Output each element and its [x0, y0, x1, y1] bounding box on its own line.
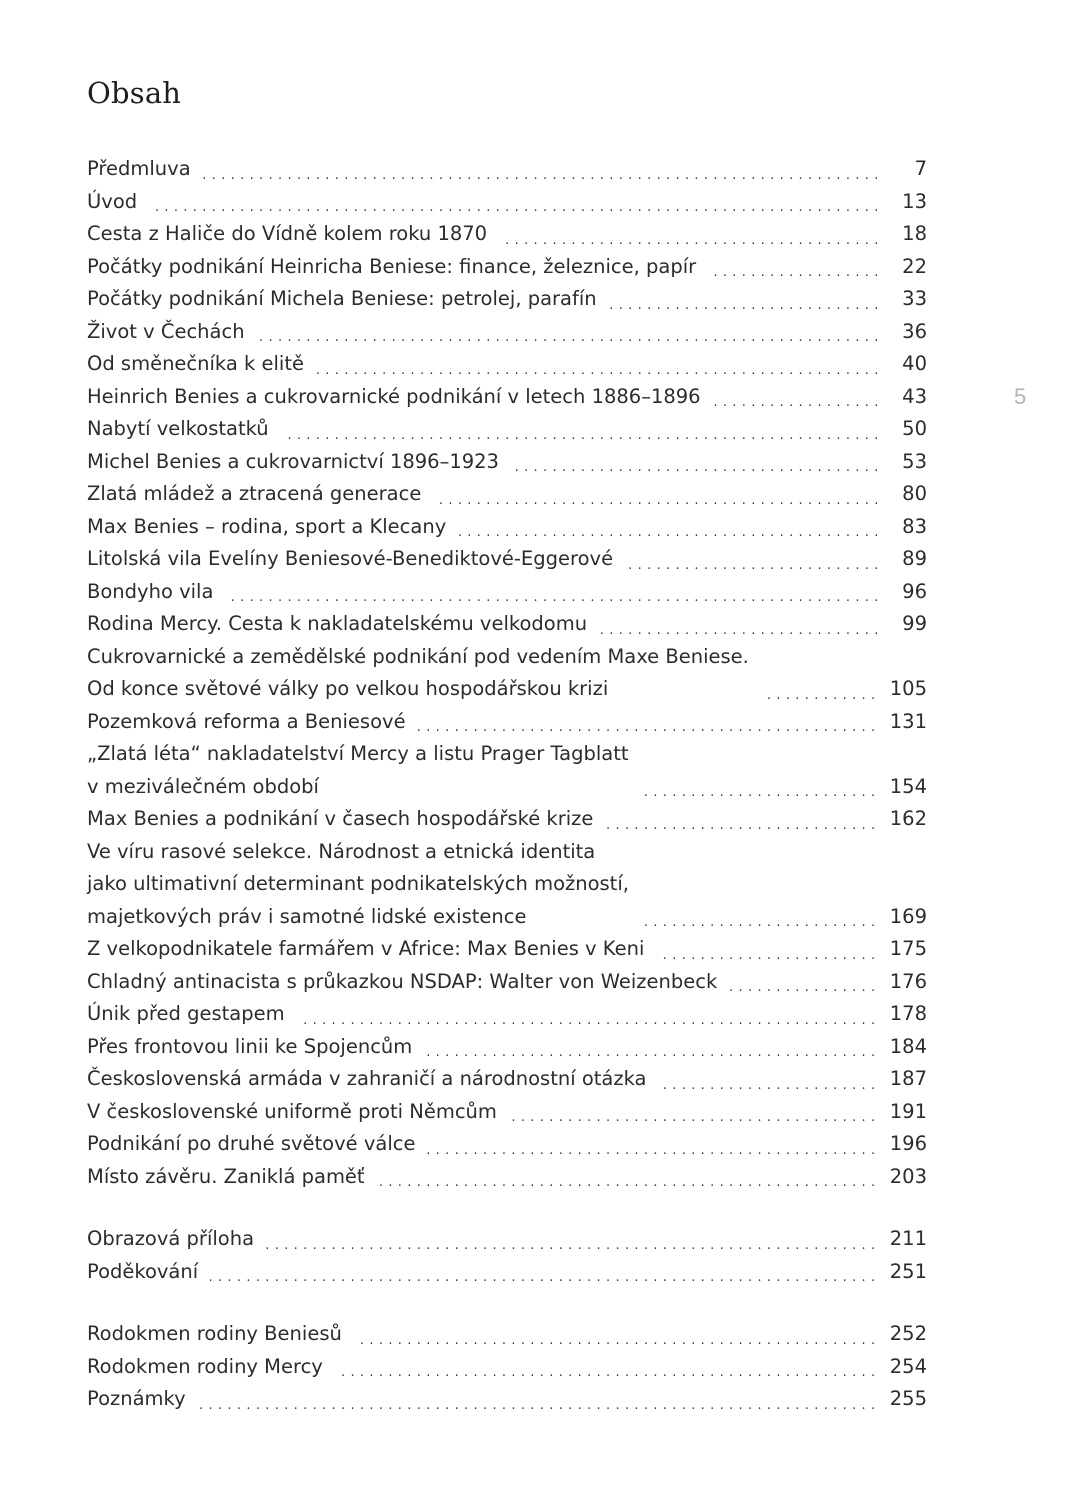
dot-leader [656, 933, 875, 966]
toc-entry [87, 316, 927, 349]
toc-entry-page-number: 40 [902, 352, 927, 375]
toc-entry-page-number: 36 [902, 319, 927, 343]
dot-leader [316, 348, 879, 381]
page-title: Obsah [87, 76, 182, 110]
toc-entry-title: Rodokmen rodiny Beniesů [87, 1322, 342, 1345]
dot-leader [281, 413, 879, 446]
toc-entry-page-number: 105 [889, 677, 927, 700]
toc-entry-page-number: 80 [902, 482, 927, 505]
toc-entry [87, 641, 927, 706]
toc-entry [87, 803, 927, 836]
toc-entry [87, 738, 927, 803]
toc-entry-page-number: 89 [902, 547, 927, 570]
toc-entry-title: Ve víru rasové selekce. Národnost a etnická identita jako ultimativní determinant podnikatelských možností, majetkových práv i samotné lidské existence [87, 839, 629, 928]
toc-entry-page-number: 176 [889, 969, 927, 993]
dot-leader [625, 543, 879, 576]
toc-entry-title: Pozemková reforma a Beniesové [87, 709, 406, 733]
dot-leader [511, 446, 879, 479]
toc-entry-page-number: 13 [902, 189, 927, 213]
toc-entry-page-number: 184 [889, 1034, 927, 1058]
dot-leader [203, 153, 879, 186]
toc-entry-title: Chladný antinacista s průkazkou NSDAP: Walter von Weizenbeck [87, 969, 718, 993]
toc-entry [87, 381, 927, 414]
toc-entry-title: Přes frontovou linii ke Spojencům [87, 1034, 413, 1058]
dot-leader [418, 706, 876, 739]
toc-entry-page-number: 203 [889, 1164, 927, 1188]
toc-entry-title: Nabytí velkostatků [87, 417, 269, 440]
toc-entry-page-number: 99 [902, 612, 927, 635]
toc-entry-title: Z velkopodnikatele farmářem v Africe: Max Benies v Keni [87, 937, 645, 960]
toc-group [87, 1223, 927, 1288]
toc-entry-page-number: 7 [914, 157, 927, 180]
dot-leader [761, 673, 876, 706]
toc-entry-page-number: 178 [889, 1002, 927, 1025]
toc-entry-title: Předmluva [87, 157, 191, 180]
dot-leader [198, 1383, 876, 1416]
dot-leader [335, 1351, 876, 1384]
toc-entry [87, 1128, 927, 1161]
toc-group [87, 153, 927, 1193]
toc-entry-title: Max Benies a podnikání v časech hospodářské krize [87, 807, 594, 830]
toc-entry-title: Poděkování [87, 1259, 199, 1283]
toc-entry-page-number: 169 [889, 904, 927, 928]
dot-leader [609, 283, 879, 316]
dot-leader [433, 478, 879, 511]
toc-entry-page-number: 18 [902, 222, 927, 245]
dot-leader [499, 218, 879, 251]
toc-entry [87, 478, 927, 511]
toc-entry-page-number: 255 [889, 1387, 927, 1410]
toc-entry-title: Cukrovarnické a zemědělské podnikání pod vedením Maxe Beniese. Od konce světové války po velkou hospodářskou krizi [87, 644, 749, 700]
dot-leader [641, 901, 876, 934]
toc-entry-title: Litolská vila Evelíny Beniesové-Benediktové-Eggerové [87, 547, 614, 570]
toc-entry [87, 998, 927, 1031]
toc-entry-page-number: 96 [902, 579, 927, 603]
toc-entry-title: Úvod [87, 189, 138, 213]
toc-entry-title: Místo závěru. Zaniklá paměť [87, 1164, 365, 1188]
toc-entry-title: Heinrich Benies a cukrovarnické podnikání v letech 1886–1896 [87, 384, 701, 408]
toc-entry [87, 543, 927, 576]
dot-leader [605, 803, 875, 836]
dot-leader [149, 186, 879, 219]
toc-entry-title: Max Benies – rodina, sport a Klecany [87, 514, 447, 538]
dot-leader [599, 608, 879, 641]
toc-entry [87, 966, 927, 999]
toc-entry [87, 1161, 927, 1194]
toc-entry-title: Podnikání po druhé světové válce [87, 1132, 416, 1155]
toc-entry [87, 1256, 927, 1289]
toc-entry [87, 706, 927, 739]
toc-entry [87, 1223, 927, 1256]
toc-entry [87, 1031, 927, 1064]
toc-entry-title: Zlatá mládež a ztracená generace [87, 482, 422, 505]
dot-leader [257, 316, 879, 349]
toc-entry-page-number: 175 [889, 937, 927, 960]
toc-entry-page-number: 33 [902, 287, 927, 310]
toc-entry [87, 1063, 927, 1096]
dot-leader [297, 998, 876, 1031]
toc-entry [87, 511, 927, 544]
toc-entry [87, 153, 927, 186]
toc-entry-title: Rodokmen rodiny Mercy [87, 1354, 323, 1378]
toc-entry [87, 1096, 927, 1129]
toc-entry-title: Obrazová příloha [87, 1227, 255, 1250]
toc-entry-title: Počátky podnikání Heinricha Beniese: finance, železnice, papír [87, 254, 697, 278]
toc-entry-title: Život v Čechách [87, 319, 245, 343]
dot-leader [729, 966, 876, 999]
toc-group [87, 1318, 927, 1416]
dot-leader [641, 771, 876, 804]
toc-entry [87, 251, 927, 284]
toc-entry [87, 576, 927, 609]
toc-entry-title: Poznámky [87, 1387, 186, 1410]
toc-entry-title: Bondyho vila [87, 579, 214, 603]
toc-entry-page-number: 211 [889, 1227, 927, 1250]
toc-entry-title: Počátky podnikání Michela Beniese: petrolej, parafín [87, 287, 597, 310]
toc-entry-page-number: 252 [889, 1322, 927, 1345]
toc-entry-page-number: 254 [889, 1354, 927, 1378]
toc-entry [87, 348, 927, 381]
dot-leader [354, 1318, 876, 1351]
toc-entry [87, 1318, 927, 1351]
toc-entry-title: Cesta z Haliče do Vídně kolem roku 1870 [87, 222, 488, 245]
toc-entry-title: Únik před gestapem [87, 1002, 285, 1025]
toc-entry-page-number: 43 [902, 384, 927, 408]
dot-leader [225, 576, 879, 609]
toc-entry [87, 218, 927, 251]
toc-entry [87, 186, 927, 219]
toc-entry-title: Československá armáda v zahraničí a národnostní otázka [87, 1067, 647, 1090]
toc-entry [87, 413, 927, 446]
toc-entry [87, 608, 927, 641]
toc-entry-page-number: 162 [889, 807, 927, 830]
toc-entry-page-number: 154 [889, 774, 927, 798]
toc-entry-title: „Zlatá léta“ nakladatelství Mercy a listu Prager Tagblatt v meziválečném období [87, 742, 629, 798]
toc-entry-title: Michel Benies a cukrovarnictví 1896–1923 [87, 449, 499, 473]
toc-entry-page-number: 83 [902, 514, 927, 538]
dot-leader [424, 1031, 876, 1064]
toc-entry-page-number: 191 [889, 1099, 927, 1123]
toc-entry [87, 933, 927, 966]
dot-leader [713, 381, 879, 414]
toc-entry-page-number: 22 [902, 254, 927, 278]
toc-entry-page-number: 50 [902, 417, 927, 440]
toc-entry-page-number: 187 [889, 1067, 927, 1090]
toc-entry [87, 1383, 927, 1416]
toc-entry-page-number: 251 [889, 1259, 927, 1283]
dot-leader [210, 1256, 876, 1289]
dot-leader [659, 1063, 876, 1096]
dot-leader [427, 1128, 875, 1161]
dot-leader [509, 1096, 876, 1129]
toc-entry-page-number: 131 [889, 709, 927, 733]
toc-entry-page-number: 196 [889, 1132, 927, 1155]
toc-entry [87, 283, 927, 316]
dot-leader [708, 251, 879, 284]
page-number: 5 [1014, 384, 1027, 409]
toc-entry-title: V československé uniformě proti Němcům [87, 1099, 497, 1123]
toc-entry-page-number: 53 [902, 449, 927, 473]
dot-leader [377, 1161, 876, 1194]
toc-entry-title: Od směnečníka k elitě [87, 352, 304, 375]
toc-entry-title: Rodina Mercy. Cesta k nakladatelskému velkodomu [87, 612, 588, 635]
dot-leader [458, 511, 879, 544]
toc-entry [87, 446, 927, 479]
toc-entry [87, 1351, 927, 1384]
toc-entry [87, 836, 927, 934]
dot-leader [266, 1223, 876, 1256]
table-of-contents [87, 153, 927, 1416]
